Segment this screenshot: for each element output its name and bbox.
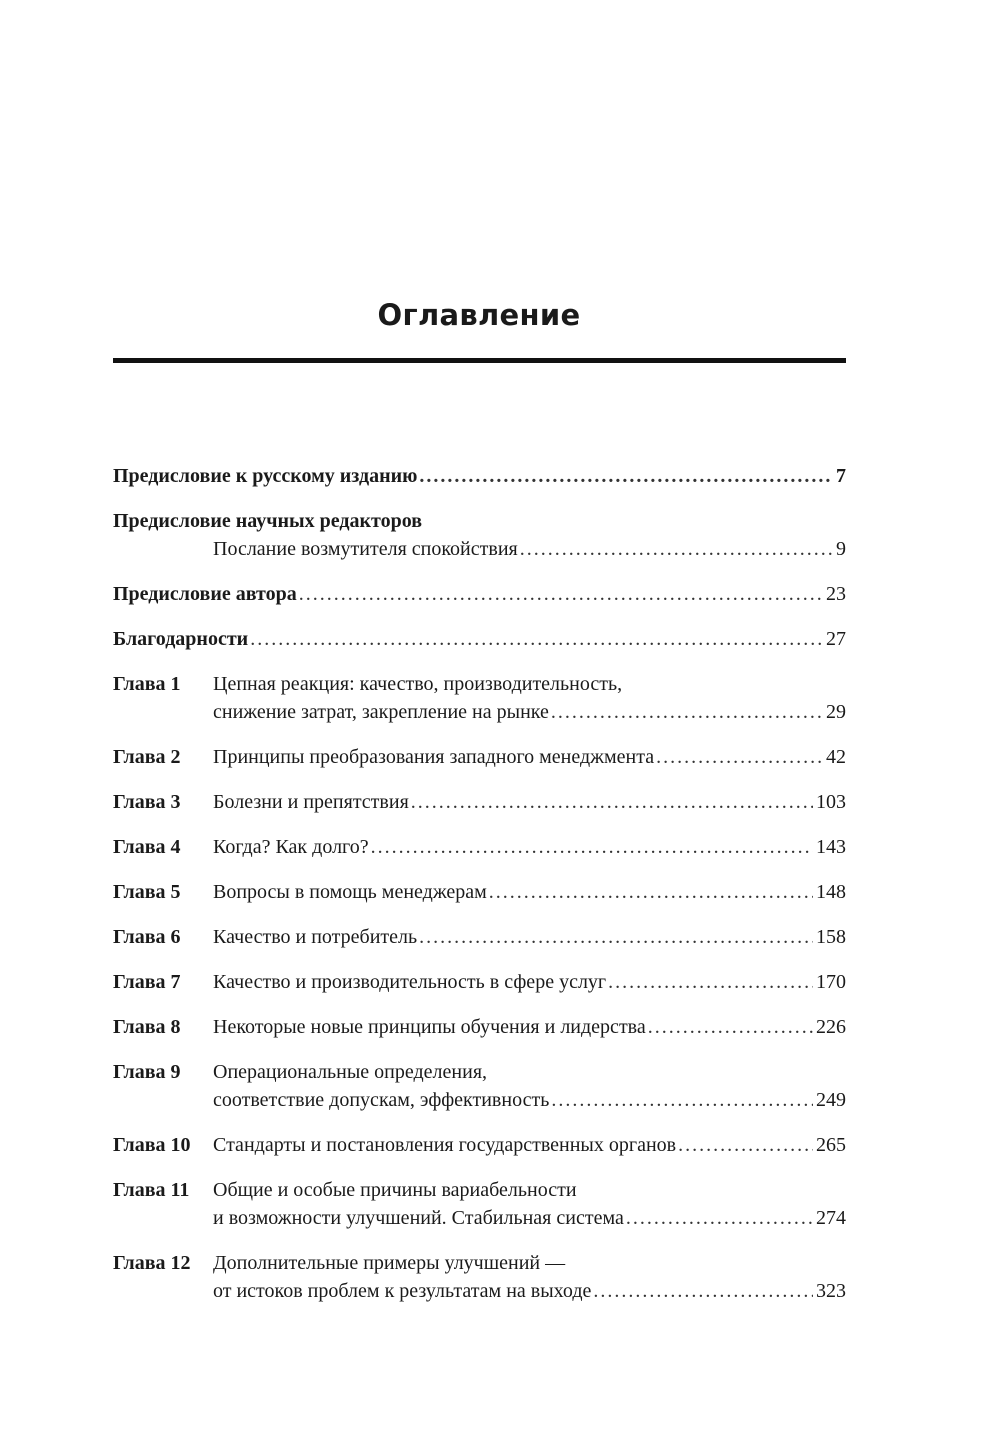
toc-entry-title: от истоков проблем к результатам на выходе — [213, 1280, 592, 1302]
chapter-label: Глава 4 — [113, 836, 181, 858]
toc-page-number: 170 — [816, 971, 846, 993]
title-rule — [113, 358, 846, 363]
toc-entry-acknowledgements[interactable] — [113, 625, 846, 653]
toc-page-number: 323 — [816, 1280, 846, 1302]
chapter-label: Глава 7 — [113, 971, 181, 993]
toc-entry-preface-author[interactable] — [113, 580, 846, 608]
toc-page-number: 29 — [826, 701, 846, 723]
leader-dots — [250, 625, 823, 653]
toc-chapter-4[interactable] — [113, 833, 846, 861]
leader-dots — [593, 1277, 813, 1305]
chapter-label: Глава 8 — [113, 1016, 181, 1038]
leader-dots — [648, 1013, 813, 1041]
toc-entry-title: Когда? Как долго? — [213, 836, 369, 858]
toc-entry-title: и возможности улучшений. Стабильная система — [213, 1207, 624, 1229]
toc-entry-title: Качество и производительность в сфере услуг — [213, 971, 607, 993]
table-of-contents — [113, 462, 846, 1305]
leader-dots — [626, 1204, 813, 1232]
toc-entry-title: Предисловие к русскому изданию — [113, 465, 418, 487]
toc-entry-preface-editors[interactable] — [113, 507, 846, 563]
toc-chapter-5[interactable] — [113, 878, 846, 906]
toc-page-number: 103 — [816, 791, 846, 813]
toc-entry-title-line1: Общие и особые причины вариабельности — [213, 1179, 577, 1201]
leader-dots — [419, 462, 833, 490]
toc-chapter-3[interactable] — [113, 788, 846, 816]
toc-page-number: 274 — [816, 1207, 846, 1229]
toc-chapter-9[interactable] — [113, 1058, 846, 1114]
leader-dots — [608, 968, 813, 996]
leader-dots — [678, 1131, 813, 1159]
toc-page-number: 158 — [816, 926, 846, 948]
toc-entry-title: Некоторые новые принципы обучения и лидерства — [213, 1016, 646, 1038]
leader-dots — [299, 580, 823, 608]
toc-page-number: 143 — [816, 836, 846, 858]
toc-entry-title: Болезни и препятствия — [213, 791, 409, 813]
toc-page-number: 23 — [826, 583, 846, 605]
toc-entry-title: Благодарности — [113, 628, 249, 650]
chapter-label: Глава 1 — [113, 673, 181, 695]
toc-entry-title: Послание возмутителя спокойствия — [213, 538, 518, 560]
chapter-label: Глава 11 — [113, 1179, 190, 1201]
leader-dots — [371, 833, 813, 861]
chapter-label: Глава 9 — [113, 1061, 181, 1083]
leader-dots — [551, 1086, 813, 1114]
page-title: Оглавление — [377, 298, 581, 332]
toc-chapter-6[interactable] — [113, 923, 846, 951]
chapter-label: Глава 2 — [113, 746, 181, 768]
toc-entry-title: Стандарты и постановления государственных органов — [213, 1134, 677, 1156]
toc-chapter-7[interactable] — [113, 968, 846, 996]
toc-entry-title-line1: Цепная реакция: качество, производительность, — [213, 673, 623, 695]
chapter-label: Глава 5 — [113, 881, 181, 903]
toc-page-number: 42 — [826, 746, 846, 768]
toc-page-number: 9 — [836, 538, 846, 560]
toc-entry-preface-russian[interactable] — [113, 462, 846, 490]
toc-chapter-11[interactable] — [113, 1176, 846, 1232]
toc-entry-title: Предисловие автора — [113, 583, 297, 605]
toc-entry-title: соответствие допускам, эффективность — [213, 1089, 550, 1111]
leader-dots — [551, 698, 823, 726]
toc-entry-title: Принципы преобразования западного менеджмента — [213, 746, 655, 768]
chapter-label: Глава 6 — [113, 926, 181, 948]
leader-dots — [419, 923, 813, 951]
toc-page-number: 249 — [816, 1089, 846, 1111]
chapter-label: Глава 12 — [113, 1252, 191, 1274]
toc-entry-title-line1: Операциональные определения, — [213, 1061, 488, 1083]
toc-chapter-2[interactable] — [113, 743, 846, 771]
toc-entry-title: Качество и потребитель — [213, 926, 418, 948]
toc-page-number: 27 — [826, 628, 846, 650]
chapter-label: Глава 3 — [113, 791, 181, 813]
toc-chapter-1[interactable] — [113, 670, 846, 726]
leader-dots — [489, 878, 813, 906]
toc-entry-title: Вопросы в помощь менеджерам — [213, 881, 487, 903]
toc-entry-heading: Предисловие научных редакторов — [113, 510, 423, 532]
toc-entry-title: снижение затрат, закрепление на рынке — [213, 701, 549, 723]
leader-dots — [520, 535, 833, 563]
toc-page-number: 7 — [836, 465, 846, 487]
toc-page-number: 148 — [816, 881, 846, 903]
toc-chapter-12[interactable] — [113, 1249, 846, 1305]
toc-chapter-10[interactable] — [113, 1131, 846, 1159]
chapter-label: Глава 10 — [113, 1134, 191, 1156]
toc-page-number: 265 — [816, 1134, 846, 1156]
leader-dots — [411, 788, 813, 816]
leader-dots — [656, 743, 823, 771]
toc-entry-title-line1: Дополнительные примеры улучшений — — [213, 1252, 566, 1274]
toc-page-number: 226 — [816, 1016, 846, 1038]
toc-chapter-8[interactable] — [113, 1013, 846, 1041]
